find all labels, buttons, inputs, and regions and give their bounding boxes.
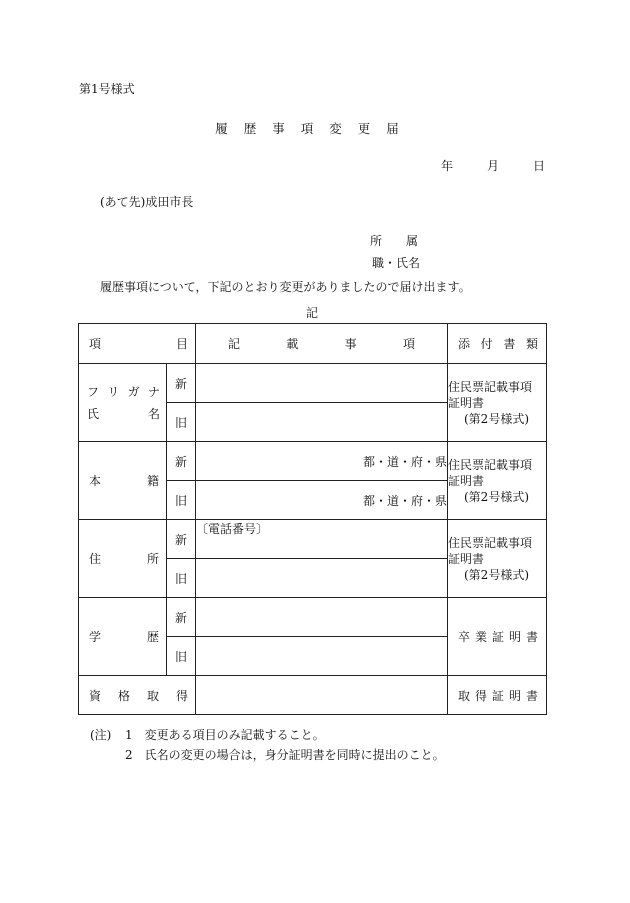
attachment-resident-cert: 住民票記載事項 証明書 (第2号様式) (448, 520, 547, 598)
note-item: 2 氏名の変更の場合は，身分証明書を同時に提出のこと。 (125, 748, 445, 762)
label-honseki: 本 籍 (79, 442, 167, 520)
header-details: 記 載 事 項 (196, 324, 448, 364)
new-label: 新 (167, 520, 196, 559)
table-row (79, 676, 547, 715)
table-header-row (79, 324, 547, 364)
addressee: (あて先)成田市長 (100, 195, 194, 209)
ki-label: 記 (306, 306, 319, 320)
old-education-field[interactable] (196, 637, 448, 676)
old-name-field[interactable] (196, 403, 448, 442)
table-row (79, 442, 547, 481)
attachment-graduation-cert: 卒 業 証 明 書 (448, 598, 547, 676)
phone-number-label: 〔電話番号〕 (196, 522, 269, 536)
new-name-field[interactable] (196, 364, 448, 403)
label-address: 住 所 (79, 520, 167, 598)
old-label: 旧 (167, 403, 196, 442)
attachment-resident-cert: 住民票記載事項 証明書 (第2号様式) (448, 442, 547, 520)
old-honseki-field[interactable]: 都・道・府・県 (196, 481, 448, 520)
notes-label: (注) (90, 728, 112, 742)
table-row (79, 598, 547, 637)
new-label: 新 (167, 442, 196, 481)
label-qualification: 資 格 取 得 (79, 676, 196, 715)
name-label: 職・氏名 (372, 256, 421, 270)
qualification-field[interactable] (196, 676, 448, 715)
date-month: 月 (487, 159, 500, 173)
old-label: 旧 (167, 637, 196, 676)
new-label: 新 (167, 364, 196, 403)
document-title: 履歴事項変更届 (215, 121, 415, 136)
header-item: 項 目 (79, 324, 196, 364)
attachment-qualification-cert: 取 得 証 明 書 (448, 676, 547, 715)
new-education-field[interactable] (196, 598, 448, 637)
old-label: 旧 (167, 481, 196, 520)
form-number: 第1号様式 (79, 82, 135, 96)
label-education: 学 歴 (79, 598, 167, 676)
intro-text: 履歴事項について，下記のとおり変更がありましたので届け出ます。 (100, 280, 471, 294)
date-day: 日 (533, 159, 546, 173)
date-line (441, 157, 545, 174)
old-label: 旧 (167, 559, 196, 598)
affiliation-label: 所 属 (370, 234, 419, 248)
new-honseki-field[interactable]: 都・道・府・県 (196, 442, 448, 481)
date-year: 年 (441, 159, 454, 173)
table-row (79, 520, 547, 559)
note-item: 1 変更ある項目のみ記載すること。 (125, 728, 325, 742)
new-label: 新 (167, 598, 196, 637)
table-row (79, 364, 547, 403)
new-address-field[interactable] (196, 520, 448, 559)
header-attachments: 添 付 書 類 (448, 324, 547, 364)
change-table (78, 323, 547, 715)
label-furigana-name: フ リ ガ ナ 氏 名 (79, 364, 167, 442)
old-address-field[interactable] (196, 559, 448, 598)
attachment-resident-cert: 住民票記載事項 証明書 (第2号様式) (448, 364, 547, 442)
